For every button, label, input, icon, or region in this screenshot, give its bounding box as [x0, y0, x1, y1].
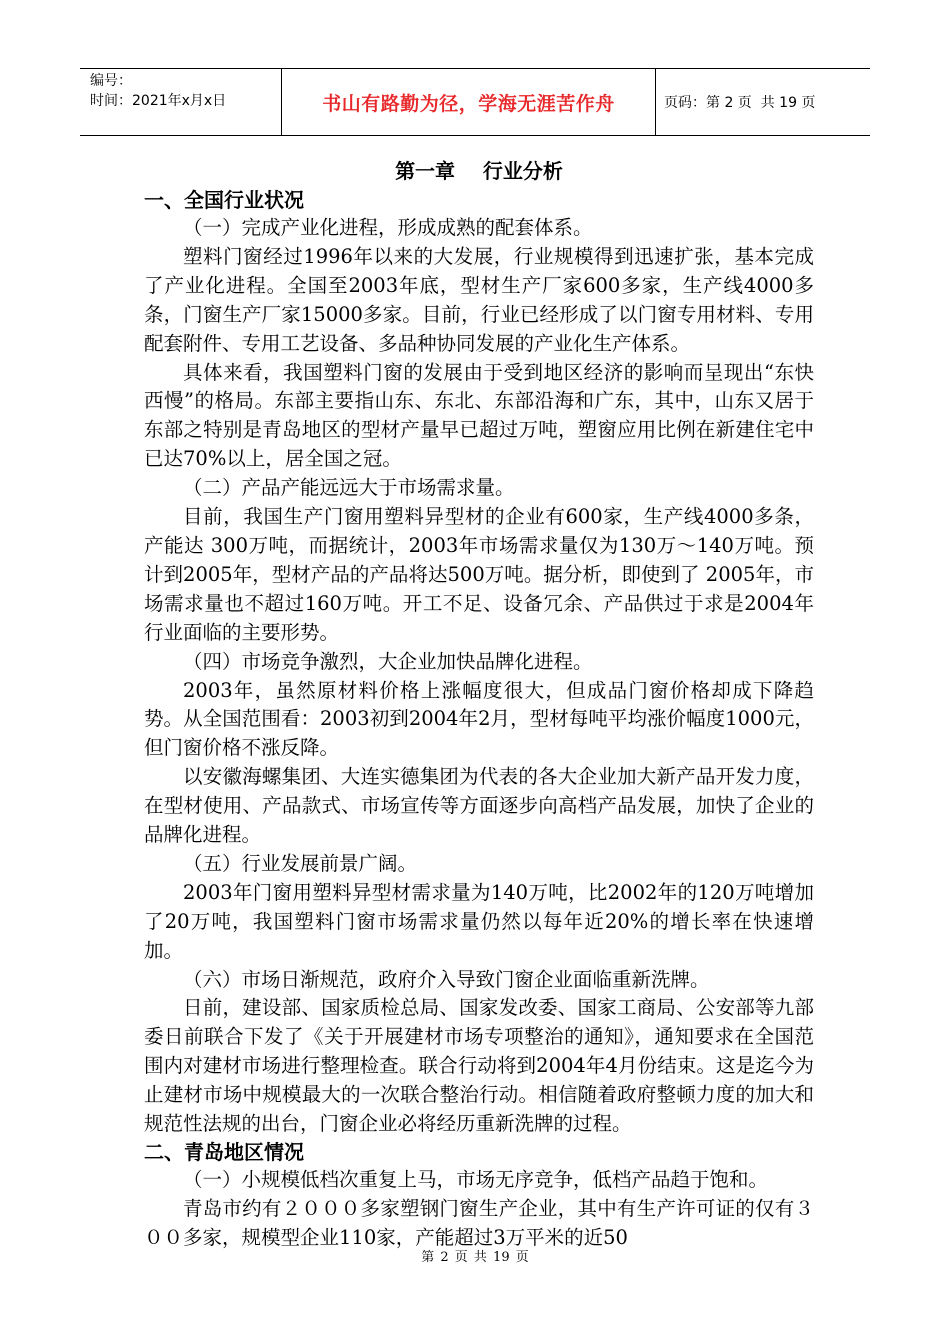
paragraph: 日前，建设部、国家质检总局、国家发改委、国家工商局、公安部等九部委日前联合下发了《关于开展建材市场专项整治的通知》，通知要求在全国范围内对建材市场进行整理检查。联合行动将到2004年4月份结束。这是迄今为止建材市场中规模最大的一次联合整治行动。相信随着政府整顿力度的加大和规范性法规的出台，门窗企业必将经历重新洗牌的过程。 — [144, 996, 814, 1136]
header-page-info-cell — [656, 69, 870, 135]
section-heading-national: 一、全国行业状况 — [144, 188, 304, 212]
document-body — [144, 155, 814, 1253]
paragraph: （五）行业发展前景广阔。 — [183, 851, 418, 875]
paragraph: 以安徽海螺集团、大连实德集团为代表的各大企业加大新产品开发力度，在型材使用、产品款式、市场宣传等方面逐步向高档产品发展，加快了企业的品牌化进程。 — [144, 765, 814, 847]
paragraph: 2003年门窗用塑料异型材需求量为140万吨，比2002年的120万吨增加了20万吨，我国塑料门窗市场需求量仍然以每年近20%的增长率在快速增加。 — [144, 880, 814, 962]
header-motto: 书山有路勤为径，学海无涯苦作舟 — [322, 92, 615, 115]
paragraph: 2003年，虽然原材料价格上涨幅度很大，但成品门窗价格却成下降趋势。从全国范围看：2003初到2004年2月，型材每吨平均涨价幅度1000元，但门窗价格不涨反降。 — [144, 678, 814, 760]
paragraph: （四）市场竞争激烈，大企业加快品牌化进程。 — [183, 649, 593, 673]
paragraph: （六）市场日渐规范，政府介入导致门窗企业面临重新洗牌。 — [183, 967, 710, 991]
paragraph: 具体来看，我国塑料门窗的发展由于受到地区经济的影响而呈现出“东快西慢”的格局。东部主要指山东、东北、东部沿海和广东，其中，山东又居于东部之特别是青岛地区的型材产量早已超过万吨，塑窗应用比例在新建住宅中已达70%以上，居全国之冠。 — [144, 360, 814, 471]
paragraph: （一）完成产业化进程，形成成熟的配套体系。 — [183, 216, 593, 239]
paragraph: 塑料门窗经过1996年以来的大发展，行业规模得到迅速扩张，基本完成了产业化进程。全国至2003年底，型材生产厂家600多家，生产线4000多条，门窗生产厂家15000多家。目前，行业已经形成了以门窗专用材料、专用配套附件、专用工艺设备、多品种协同发展的产业化生产体系。 — [144, 244, 814, 355]
header-page-info: 页码：第 2 页 共 19 页 — [664, 95, 816, 111]
page-header — [80, 68, 870, 136]
paragraph: 目前，我国生产门窗用塑料异型材的企业有600家，生产线4000多条，产能达 300万吨，而据统计，2003年市场需求量仅为130万～140万吨。预计到2005年，型材产品的产品将达500万吨。据分析，即使到了 2005年，市场需求量也不超过160万吨。开工不足、设备冗余、产品供过于求是2004年行业面临的主要形势。 — [144, 505, 814, 644]
header-motto-cell — [282, 69, 656, 135]
page-footer: 第 2 页 共 19 页 — [421, 1250, 529, 1265]
document-number-label: 编号： — [90, 73, 132, 89]
paragraph: （一）小规模低档次重复上马，市场无序竞争，低档产品趋于饱和。 — [183, 1168, 769, 1191]
paragraph: （二）产品产能远远大于市场需求量。 — [183, 476, 515, 500]
section-heading-qingdao: 二、青岛地区情况 — [144, 1140, 304, 1164]
paragraph: 青岛市约有２０００多家塑钢门窗生产企业，其中有生产许可证的仅有３００多家，规模型企业110家，产能超过3万平米的近50 — [144, 1196, 814, 1249]
document-date-label: 时间：2021年x月x日 — [90, 93, 227, 109]
chapter-title: 第一章 行业分析 — [395, 159, 563, 183]
header-meta — [80, 69, 282, 135]
